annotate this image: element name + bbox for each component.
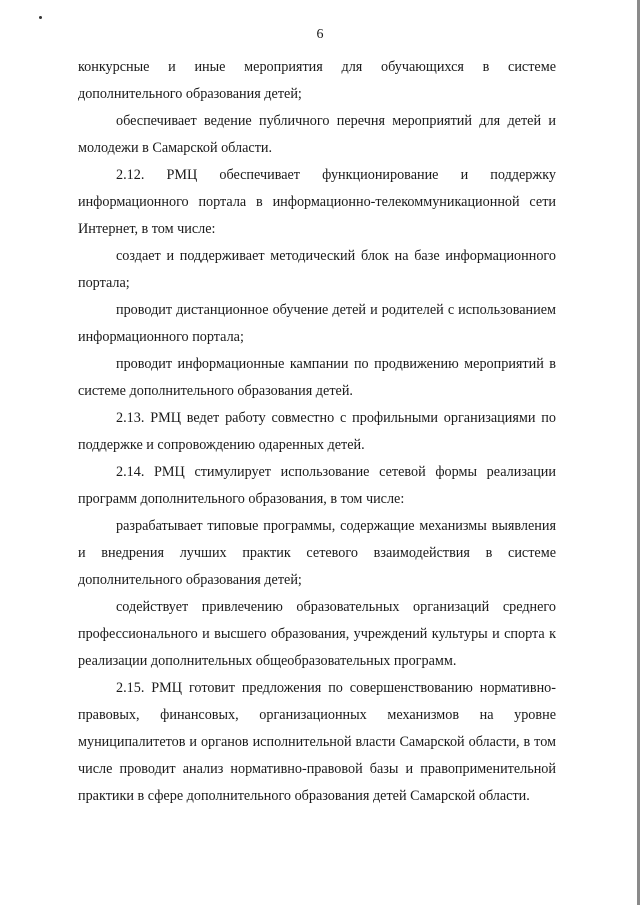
paragraph-9: разрабатывает типовые программы, содержащие механизмы выявления и внедрения лучших практик сетевого взаимодействия в системе дополнительного образования детей; [78, 518, 556, 588]
paragraph-2: обеспечивает ведение публичного перечня мероприятий для детей и молодежи в Самарской области. [78, 113, 556, 156]
page-body [78, 54, 556, 810]
paragraph-10: содействует привлечению образовательных организаций среднего профессионального и высшего образования, учреждений культуры и спорта к реализации дополнительных общеобразовательных программ. [78, 599, 556, 669]
paragraph-3: 2.12. РМЦ обеспечивает функционирование и поддержку информационного портала в информационно-телекоммуникационной сети Интернет, в том числе: [78, 167, 556, 237]
scan-speck [39, 16, 42, 19]
paragraph-8: 2.14. РМЦ стимулирует использование сетевой формы реализации программ дополнительного образования, в том числе: [78, 464, 556, 507]
paragraph-5: проводит дистанционное обучение детей и родителей с использованием информационного портала; [78, 302, 556, 345]
page-number: 6 [316, 27, 324, 42]
paragraph-1: конкурсные и иные мероприятия для обучающихся в системе дополнительного образования детей; [78, 59, 556, 102]
paragraph-11: 2.15. РМЦ готовит предложения по совершенствованию нормативно-правовых, финансовых, организационных механизмов на уровне муниципалитетов и органов исполнительной власти Самарской области, в том числе проводит анализ нормативно-правовой базы и правоприменительной практики в сфере дополнительного образования детей Самарской области. [78, 680, 556, 804]
paragraph-6: проводит информационные кампании по продвижению мероприятий в системе дополнительного образования детей. [78, 356, 556, 399]
paragraph-7: 2.13. РМЦ ведет работу совместно с профильными организациями по поддержке и сопровождению одаренных детей. [78, 410, 556, 453]
paragraph-4: создает и поддерживает методический блок на базе информационного портала; [78, 248, 556, 291]
